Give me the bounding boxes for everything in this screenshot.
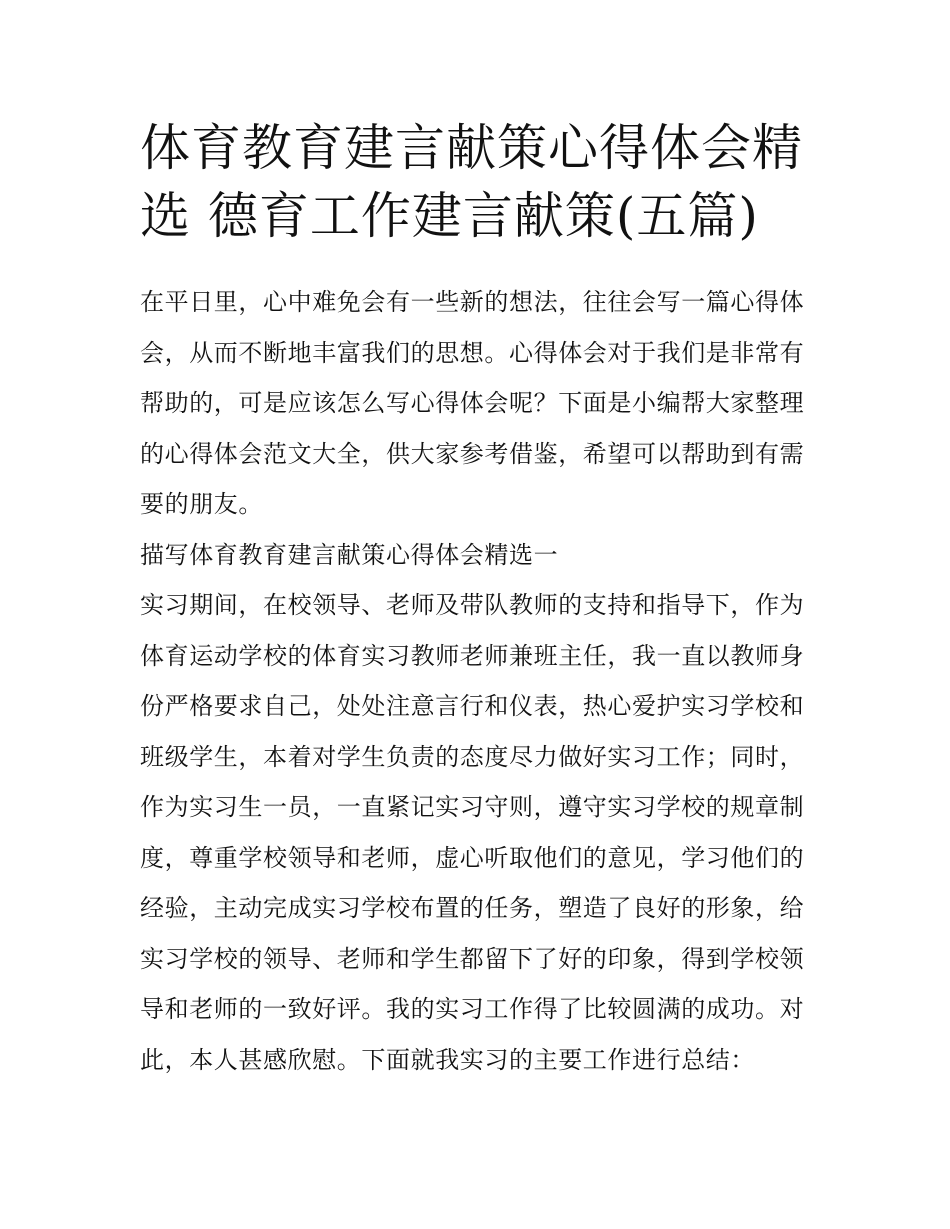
intro-line: 在平日里，心中难免会有一些新的想法，往往会写一篇心得体 [140,288,805,316]
section-line: 作为实习生一员，一直紧记实习守则，遵守实习学校的规章制 [140,793,805,821]
intro-line: 要的朋友。 [140,490,263,518]
intro-line: 帮助的，可是应该怎么写心得体会呢？下面是小编帮大家整理 [140,389,805,417]
section-line: 此，本人甚感欣慰。下面就我实习的主要工作进行总结： [140,1045,755,1074]
section-line: 份严格要求自己，处处注意言行和仪表，热心爱护实习学校和 [140,692,805,720]
section-line: 体育运动学校的体育实习教师老师兼班主任，我一直以教师身 [140,641,805,670]
document-title [140,114,820,250]
section-line: 班级学生，本着对学生负责的态度尽力做好实习工作；同时， [140,742,805,771]
section-line: 实习期间，在校领导、老师及带队教师的支持和指导下，作为 [140,591,805,619]
intro-line: 的心得体会范文大全，供大家参考借鉴，希望可以帮助到有需 [140,439,805,468]
section-line: 导和老师的一致好评。我的实习工作得了比较圆满的成功。对 [140,995,805,1023]
section-paragraph [140,583,820,1088]
title-line: 选 德育工作建言献策(五篇) [140,187,759,245]
intro-paragraph [140,280,820,533]
section-line: 度，尊重学校领导和老师，虚心听取他们的意见，学习他们的 [140,843,805,872]
section-line: 经验，主动完成实习学校布置的任务，塑造了良好的形象，给 [140,894,805,922]
intro-line: 会，从而不断地丰富我们的思想。心得体会对于我们是非常有 [140,338,805,367]
section-line: 实习学校的领导、老师和学生都留下了好的印象，得到学校领 [140,944,805,973]
document-body [140,280,820,1088]
section-heading: 描写体育教育建言献策心得体会精选一 [140,540,559,569]
title-line: 体育教育建言献策心得体会精 [140,119,803,177]
